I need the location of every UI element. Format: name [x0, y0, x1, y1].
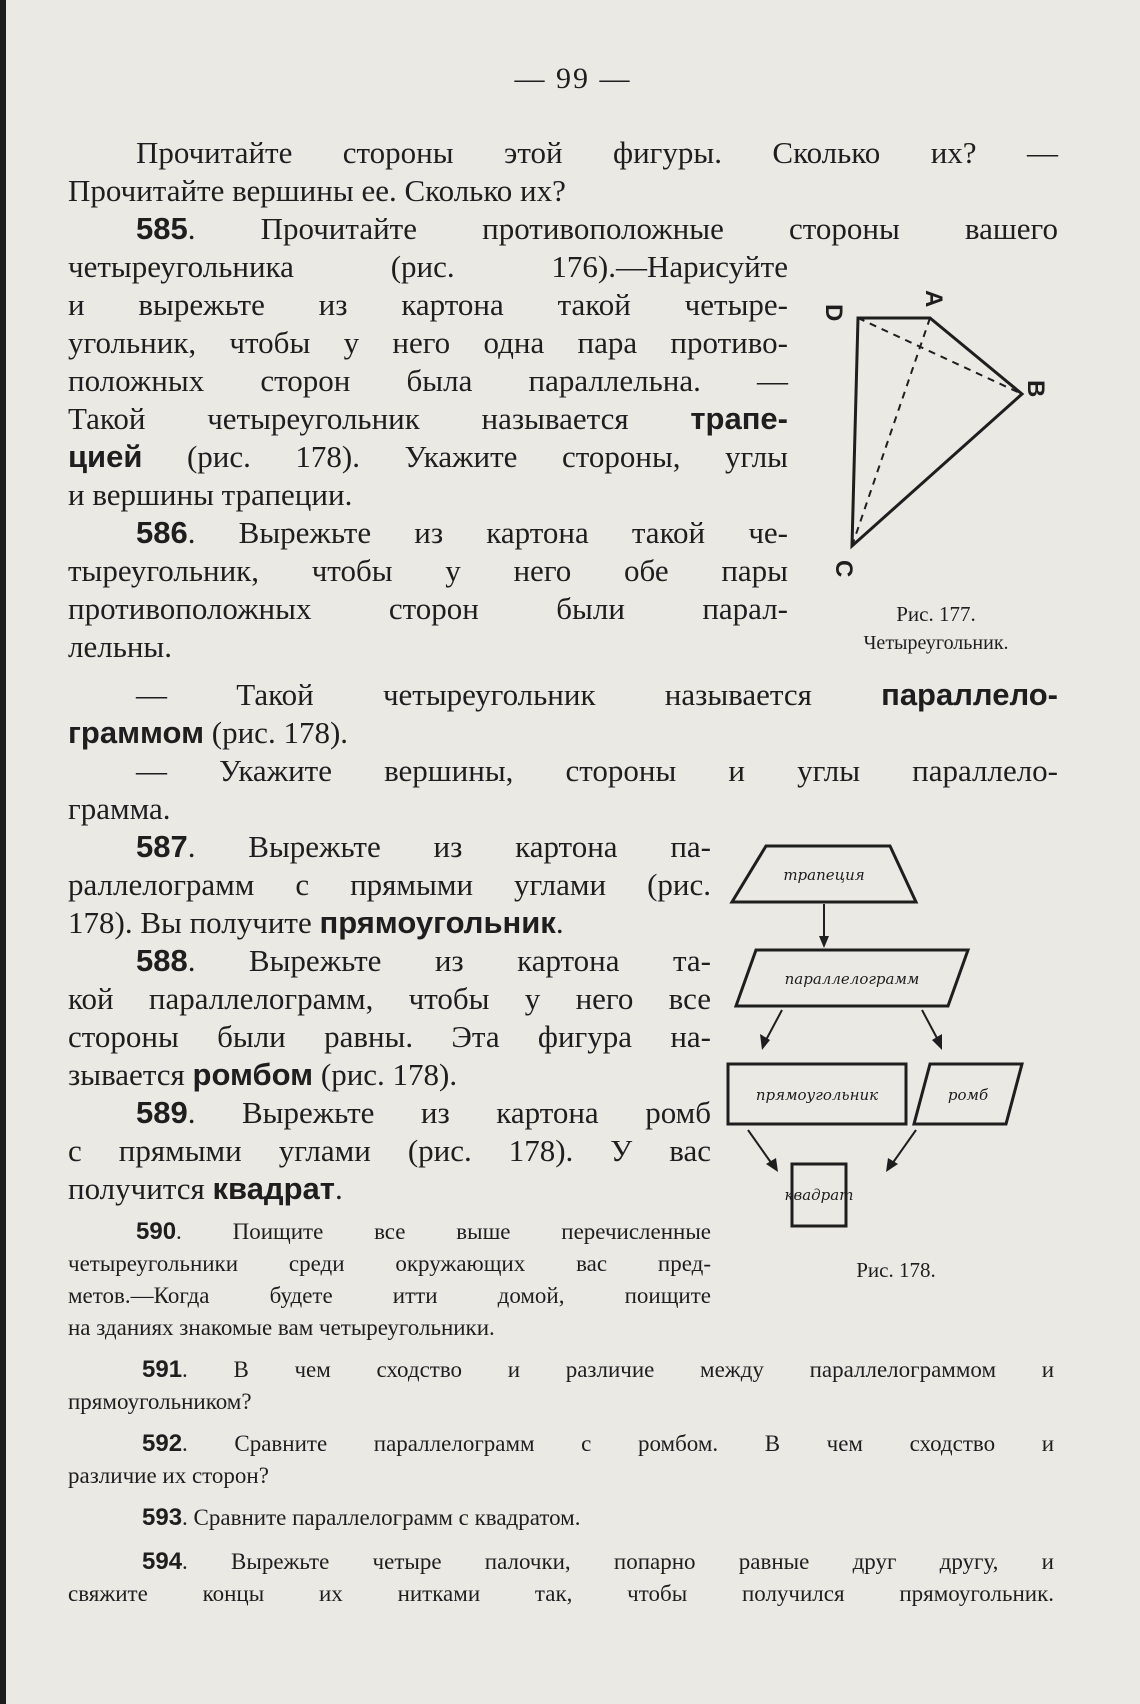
- exercise-number: 587: [136, 829, 188, 864]
- book-page: [6, 0, 1140, 1704]
- text-line: и вершины трапеции.: [68, 477, 353, 512]
- text-line: цией (рис. 178). Укажите стороны, углы: [68, 439, 788, 474]
- exercise-number: 588: [136, 943, 188, 978]
- exercise-number: 585: [136, 211, 188, 246]
- text-line: на зданиях знакомые вам четыреугольники.: [68, 1315, 495, 1340]
- arrow-line: [892, 1130, 916, 1164]
- arrow-head: [886, 1158, 898, 1172]
- text-line: положных сторон была параллельна. —: [68, 363, 788, 398]
- exercise-number: 589: [136, 1095, 188, 1130]
- exercise-number: 592: [142, 1430, 183, 1457]
- term-square: квадрат: [212, 1171, 335, 1206]
- vertex-label-a: A: [920, 290, 947, 308]
- text-line: свяжите концы их нитками так, чтобы получился прямоугольник.: [68, 1581, 1054, 1606]
- vertex-label-c: C: [830, 560, 857, 578]
- text-line: тыреугольник, чтобы у него обе пары: [68, 553, 788, 588]
- vertex-label-b: B: [1022, 380, 1049, 398]
- text-line: получится квадрат.: [68, 1171, 343, 1206]
- exercise-587: 587. Вырежьте из картона па-: [136, 829, 711, 864]
- text-line: — Такой четыреугольник называется параллело-: [136, 677, 1058, 712]
- diagonal-db: [858, 318, 1022, 394]
- arrow-line: [748, 1130, 772, 1164]
- text-line: — Укажите вершины, стороны и углы параллело-: [136, 753, 1058, 788]
- figure-177-caption-number: Рис. 177.: [896, 602, 976, 626]
- figure-177-quadrilateral: [806, 280, 1066, 600]
- text-line: Прочитайте стороны этой фигуры. Сколько их? —: [136, 135, 1058, 170]
- figure-177-caption-title: Четыреугольник.: [863, 632, 1009, 654]
- exercise-number: 594: [142, 1548, 183, 1575]
- text-line: Такой четыреугольник называется трапе-: [68, 401, 788, 436]
- exercise-593: 593. Сравните параллелограмм с квадратом.: [142, 1504, 581, 1531]
- term-rectangle: прямоугольник: [319, 905, 556, 940]
- term-rhombus: ромбом: [192, 1057, 314, 1092]
- exercise-590: 590. Поищите все выше перечисленные: [136, 1218, 711, 1245]
- text-line: с прямыми углами (рис. 178). У вас: [68, 1133, 711, 1168]
- text-line: грамма.: [68, 791, 171, 826]
- quadrilateral-outline: [852, 318, 1022, 546]
- exercise-number: 590: [136, 1218, 177, 1245]
- text-line: угольник, чтобы у него одна пара противо-: [68, 325, 788, 360]
- text-line: метов.—Когда будете итти домой, поищите: [68, 1283, 711, 1308]
- text-line: зывается ромбом (рис. 178).: [68, 1057, 458, 1092]
- term-parallelogram: параллело-: [881, 677, 1058, 712]
- trapezoid-label: трапеция: [783, 866, 865, 884]
- text-line: граммом (рис. 178).: [68, 715, 349, 750]
- arrow-line: [922, 1010, 938, 1040]
- arrow-line: [766, 1010, 782, 1040]
- text-line: прямоугольником?: [68, 1389, 252, 1414]
- text-line: и вырежьте из картона такой четыре-: [68, 287, 788, 322]
- term-parallelogram-end: граммом: [68, 715, 205, 750]
- exercise-594: 594. Вырежьте четыре палочки, попарно равные друг другу, и: [142, 1548, 1054, 1575]
- arrow-head: [766, 1158, 778, 1172]
- text-line: четыреугольники среди окружающих вас пред-: [68, 1251, 711, 1276]
- square-label: квадрат: [784, 1186, 854, 1204]
- exercise-number: 586: [136, 515, 188, 550]
- exercise-591: 591. В чем сходство и различие между параллелограммом и: [142, 1356, 1054, 1383]
- exercise-585: 585. Прочитайте противоположные стороны вашего: [136, 211, 1058, 246]
- parallelogram-label: параллелограмм: [784, 970, 920, 988]
- rectangle-label: прямоугольник: [755, 1086, 879, 1104]
- text-line: стороны были равны. Эта фигура на-: [68, 1019, 711, 1054]
- exercise-number: 593: [142, 1504, 183, 1531]
- term-trapezoid: трапе-: [690, 401, 788, 436]
- rhombus-label: ромб: [947, 1086, 989, 1104]
- text-line: Прочитайте вершины ее. Сколько их?: [68, 173, 566, 208]
- exercise-number: 591: [142, 1356, 183, 1383]
- text-line: различие их сторон?: [68, 1463, 269, 1488]
- text-line: противоположных сторон были парал-: [68, 591, 788, 626]
- figure-178-diagram: [726, 830, 1046, 1240]
- exercise-589: 589. Вырежьте из картона ромб: [136, 1095, 711, 1130]
- term-trapezoid-end: цией: [68, 439, 143, 474]
- vertex-label-d: D: [820, 304, 847, 322]
- text-line: четыреугольника (рис. 176).—Нарисуйте: [68, 249, 788, 284]
- text-line: лельны.: [68, 629, 173, 664]
- text-line: раллелограмм с прямыми углами (рис.: [68, 867, 711, 902]
- exercise-586: 586. Вырежьте из картона такой че-: [136, 515, 788, 550]
- page-number: — 99 —: [514, 62, 632, 95]
- text-line: 178). Вы получите прямоугольник.: [68, 905, 564, 940]
- exercise-592: 592. Сравните параллелограмм с ромбом. В чем сходство и: [142, 1430, 1054, 1457]
- text-line: кой параллелограмм, чтобы у него все: [68, 981, 711, 1016]
- exercise-588: 588. Вырежьте из картона та-: [136, 943, 711, 978]
- figure-178-caption: Рис. 178.: [856, 1258, 936, 1282]
- arrow-head: [819, 936, 829, 948]
